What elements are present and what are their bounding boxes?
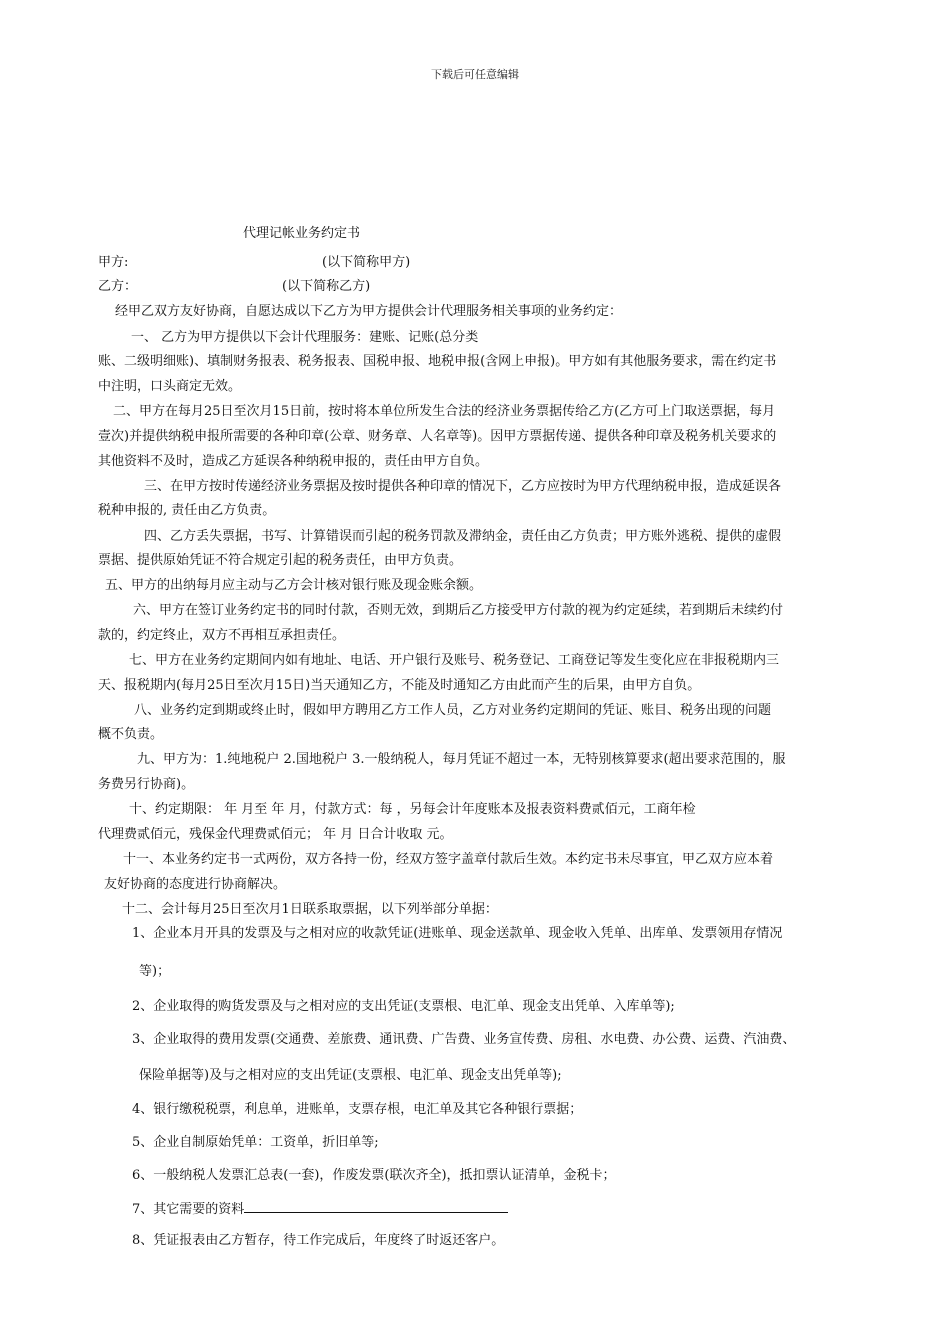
list-item-2: 2、企业取得的购货发票及与之相对应的支出凭证(支票根、电汇单、现金支出凭单、入库单等); [132, 999, 675, 1014]
clause-3-line: 税种申报的, 责任由乙方负责。 [98, 503, 276, 518]
clause-1-line: 中注明，口头商定无效。 [98, 379, 242, 394]
clause-5-line: 五、甲方的出纳每月应主动与乙方会计核对银行账及现金账余额。 [105, 578, 483, 593]
clause-4-line: 票据、提供原始凭证不符合规定引起的税务责任，由甲方负责。 [98, 553, 463, 568]
party-b-alias: (以下简称乙方) [282, 279, 371, 294]
list-item-4: 4、银行缴税税票，利息单，进账单，支票存根，电汇单及其它各种银行票据； [132, 1102, 583, 1117]
clause-2-line: 其他资料不及时，造成乙方延误各种纳税申报的，责任由甲方自负。 [98, 454, 489, 469]
clause-10-line: 十、约定期限： 年 月至 年 月，付款方式：每 ，另每会计年度账本及报表资料费贰佰元，工商年检 [129, 802, 696, 817]
clause-1-line: 一、 乙方为甲方提供以下会计代理服务：建账、记账(总分类 [131, 330, 479, 345]
list-item-3-cont: 保险单据等)及与之相对应的支出凭证(支票根、电汇单、现金支出凭单等); [139, 1068, 562, 1083]
list-item-1: 1、企业本月开具的发票及与之相对应的收款凭证(进账单、现金送款单、现金收入凭单、出库单、发票领用存情况 [132, 926, 783, 941]
clause-6-line: 六、甲方在签订业务约定书的同时付款，否则无效，到期后乙方接受甲方付款的视为约定延续，若到期后未续约付 [133, 603, 784, 618]
clause-10-line: 代理费贰佰元，残保金代理费贰佰元； 年 月 日合计收取 元。 [98, 827, 453, 842]
party-b-label: 乙方： [98, 279, 138, 294]
list-item-5: 5、企业自制原始凭单：工资单，折旧单等; [132, 1135, 379, 1150]
clause-7-line: 七、甲方在业务约定期间内如有地址、电话、开户银行及账号、税务登记、工商登记等发生变化应在非报税期内三 [129, 653, 780, 668]
header-note: 下载后可任意编辑 [431, 68, 519, 81]
list-item-1-cont: 等)； [139, 964, 171, 979]
clause-11-line: 友好协商的态度进行协商解决。 [104, 877, 287, 892]
clause-7-line: 天、报税期内(每月25日至次月15日)当天通知乙方，不能及时通知乙方由此而产生的后果，由甲方自负。 [98, 678, 701, 693]
party-a-label: 甲方: [98, 255, 129, 270]
list-item-8: 8、凭证报表由乙方暂存，待工作完成后，年度终了时返还客户。 [132, 1233, 505, 1248]
clause-1-line: 账、二级明细账)、填制财务报表、税务报表、国税申报、地税申报(含网上申报)。甲方如有其他服务要求，需在约定书 [98, 354, 777, 369]
clause-9-line: 务费另行协商)。 [98, 777, 195, 792]
party-a-alias: (以下简称甲方) [322, 255, 411, 270]
list-item-3: 3、企业取得的费用发票(交通费、差旅费、通讯费、广告费、业务宣传费、房租、水电费、办公费、运费、汽油费、 [132, 1032, 796, 1047]
clause-3-line: 三、在甲方按时传递经济业务票据及按时提供各种印章的情况下，乙方应按时为甲方代理纳税申报，造成延误各 [144, 479, 782, 494]
clause-9-line: 九、甲方为：1.纯地税户 2.国地税户 3.一般纳税人，每月凭证不超过一本，无特别核算要求(超出要求范围的，服 [137, 752, 786, 767]
clause-12-line: 十二、会计每月25日至次月1日联系取票据，以下列举部分单据： [122, 902, 498, 917]
intro-line: 经甲乙双方友好协商，自愿达成以下乙方为甲方提供会计代理服务相关事项的业务约定： [115, 304, 623, 319]
fill-in-blank [244, 1200, 508, 1213]
list-item-7 [132, 1200, 508, 1218]
clause-2-line: 二、甲方在每月25日至次月15日前，按时将本单位所发生合法的经济业务票据传给乙方(乙方可上门取送票据，每月 [113, 404, 776, 419]
clause-11-line: 十一、本业务约定书一式两份，双方各持一份，经双方签字盖章付款后生效。本约定书未尽事宜，甲乙双方应本着 [123, 852, 774, 867]
clause-8-line: 八、业务约定到期或终止时，假如甲方聘用乙方工作人员，乙方对业务约定期间的凭证、账目、税务出现的问题 [134, 703, 772, 718]
list-item-6: 6、一般纳税人发票汇总表(一套)，作废发票(联次齐全)，抵扣票认证清单，金税卡； [132, 1168, 616, 1183]
clause-2-line: 壹次)并提供纳税申报所需要的各种印章(公章、财务章、人名章等)。因甲方票据传递、提供各种印章及税务机关要求的 [98, 429, 777, 444]
clause-6-line: 款的，约定终止，双方不再相互承担责任。 [98, 628, 346, 643]
document-title: 代理记帐业务约定书 [243, 226, 361, 241]
clause-4-line: 四、乙方丢失票据，书写、计算错误而引起的税务罚款及滞纳金，责任由乙方负责；甲方账外逃税、提供的虚假 [144, 529, 782, 544]
list-item-7-label: 7、其它需要的资料 [132, 1202, 245, 1217]
clause-8-line: 概不负责。 [98, 727, 164, 742]
